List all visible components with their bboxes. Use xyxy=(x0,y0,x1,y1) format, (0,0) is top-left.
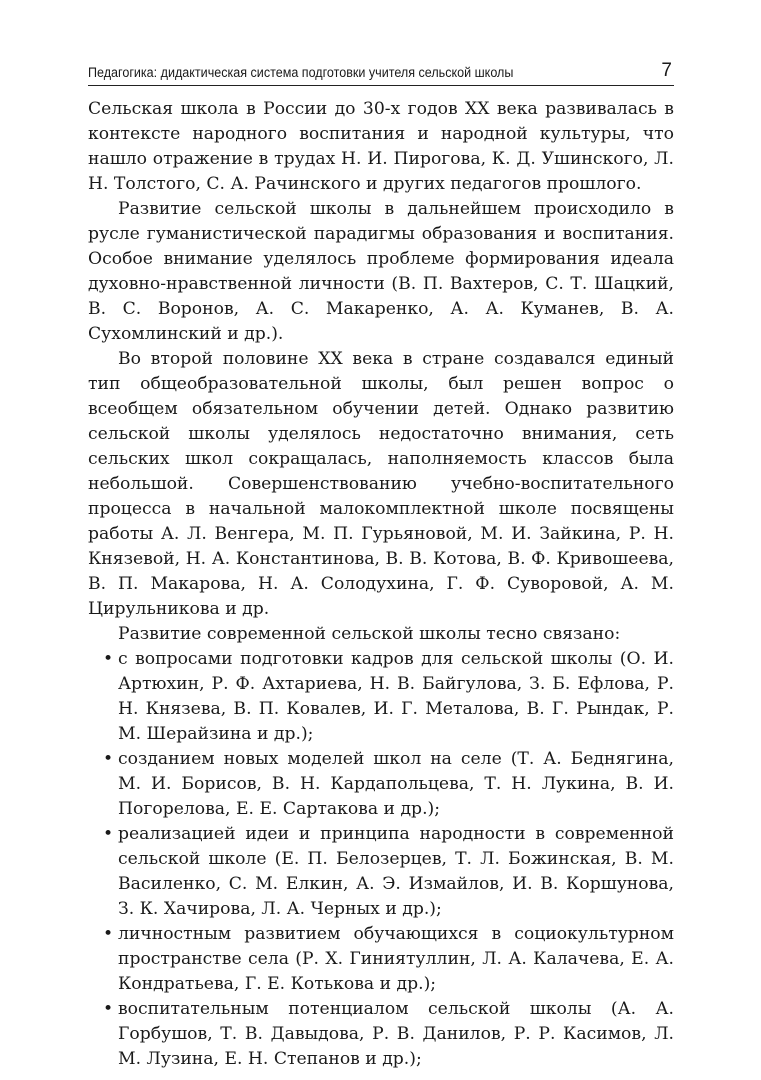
list-item-text: с вопросами подготовки кадров для сельской школы (О. И. Артюхин, Р. Ф. Ахтариева, Н. В. Байгулова, З. Б. Ефлова, Р. Н. Князева, В. П. Ковалев, И. Г. Металова, В. Г. Рындак, Р. М. Шерайзина и др.); xyxy=(118,649,674,744)
running-header xyxy=(88,55,674,86)
bullet-icon: • xyxy=(103,824,114,844)
running-header-title: Педагогика: дидактическая система подготовки учителя сельской школы xyxy=(88,65,514,80)
page-number: 7 xyxy=(661,60,672,81)
list-item xyxy=(103,822,674,922)
paragraph-1: Сельская школа в России до 30-х годов XX века развивалась в контексте народного воспитания и народной культуры, что нашло отражение в трудах Н. И. Пирогова, К. Д. Ушинского, Л. Н. Толстого, С. А. Рачинского и других педагогов прошлого. xyxy=(88,99,674,194)
list-item xyxy=(103,997,674,1072)
bullet-list xyxy=(88,647,674,1072)
main-text xyxy=(88,97,674,1072)
list-item-text: воспитательным потенциалом сельской школы (А. А. Горбушов, Т. В. Давыдова, Р. В. Данилов, Р. Р. Касимов, Л. М. Лузина, Е. Н. Степанов и др.); xyxy=(118,999,674,1069)
list-item xyxy=(103,647,674,747)
bullet-icon: • xyxy=(103,924,114,944)
bullet-icon: • xyxy=(103,749,114,769)
list-item-text: созданием новых моделей школ на селе (Т. А. Беднягина, М. И. Борисов, В. Н. Кардапольцева, Т. Н. Лукина, В. И. Погорелова, Е. Е. Сартакова и др.); xyxy=(118,749,674,819)
list-intro: Развитие современной сельской школы тесно связано: xyxy=(118,624,621,644)
paragraph-3: Во второй половине XX века в стране создавался единый тип общеобразовательной школы, был решен вопрос о всеобщем обязательном обучении детей. Однако развитию сельской школы уделялось недостаточно внимания, сеть сельских школ сокращалась, наполняемость классов была небольшой. Совершенствованию учебно-воспитательного процесса в начальной малокомплектной школе посвящены работы А. Л. Венгера, М. П. Гурьяновой, М. И. Зайкина, Р. Н. Князевой, Н. А. Константинова, В. В. Котова, В. Ф. Кривошеева, В. П. Макарова, Н. А. Солодухина, Г. Ф. Суворовой, А. М. Цирульникова и др. xyxy=(88,349,674,619)
list-item xyxy=(103,922,674,997)
bullet-icon: • xyxy=(103,649,114,669)
list-item xyxy=(103,747,674,822)
list-item-text: реализацией идеи и принципа народности в современной сельской школе (Е. П. Белозерцев, Т. Л. Божинская, В. М. Василенко, С. М. Елкин, А. Э. Измайлов, И. В. Коршунова, З. К. Хачирова, Л. А. Черных и др.); xyxy=(118,824,674,919)
list-item-text: личностным развитием обучающихся в социокультурном пространстве села (Р. Х. Гиниятуллин, Л. А. Калачева, Е. А. Кондратьева, Г. Е. Котькова и др.); xyxy=(118,924,674,994)
bullet-icon: • xyxy=(103,999,114,1019)
paragraph-2: Развитие сельской школы в дальнейшем происходило в русле гуманистической парадигмы образования и воспитания. Особое внимание уделялось проблеме формирования идеала духовно-нравственной личности (В. П. Вахтеров, С. Т. Шацкий, В. С. Воронов, А. С. Макаренко, А. А. Куманев, В. А. Сухомлинский и др.). xyxy=(88,199,674,344)
